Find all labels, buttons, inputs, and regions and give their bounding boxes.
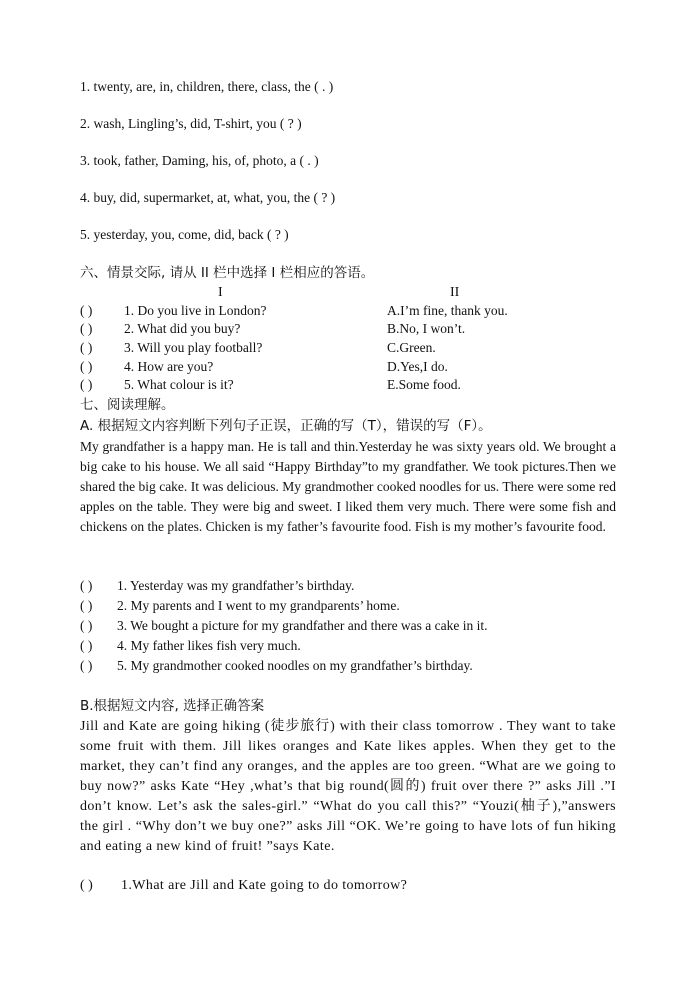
tf-statement-2: 2. My parents and I went to my grandparents’ home. (117, 598, 400, 613)
answer-blank[interactable]: ( ) (80, 638, 93, 653)
answer-blank[interactable]: ( ) (80, 321, 93, 336)
section6-column-1-header: I (218, 285, 223, 300)
partB-question-1: 1.What are Jill and Kate going to do tomorrow? (121, 878, 408, 893)
answer-blank[interactable]: ( ) (80, 340, 93, 355)
match-question-3: 3. Will you play football? (124, 340, 263, 355)
match-question-4: 4. How are you? (124, 359, 214, 374)
section7-partB-instruction: B.根据短文内容, 选择正确答案 (80, 698, 265, 714)
match-question-2: 2. What did you buy? (124, 321, 241, 336)
scramble-item-1: 1. twenty, are, in, children, there, class, the ( . ) (80, 79, 334, 94)
tf-statement-3: 3. We bought a picture for my grandfather and there was a cake in it. (117, 618, 488, 633)
answer-blank[interactable]: ( ) (80, 377, 93, 392)
answer-blank[interactable]: ( ) (80, 578, 93, 593)
match-question-1: 1. Do you live in London? (124, 303, 267, 318)
answer-blank[interactable]: ( ) (80, 598, 93, 613)
passage-a: My grandfather is a happy man. He is tall and thin.Yesterday he was sixty years old. We brought a big cake to his house. We all said “Happy Birthday”to my grandfather. We took pictures.Then we shared the big cake. It was delicious. My grandmother cooked noodles for us. There were some red apples on the table. They were big and sweet. I liked them very much. There were some fish and chickens on the plates. Chicken is my father’s favourite food. Fish is my mother’s favourite food. (80, 439, 616, 534)
match-answer-c: C.Green. (387, 340, 436, 355)
match-question-5: 5. What colour is it? (124, 377, 234, 392)
answer-blank[interactable]: ( ) (80, 878, 93, 893)
answer-blank[interactable]: ( ) (80, 359, 93, 374)
scramble-item-5: 5. yesterday, you, come, did, back ( ? ) (80, 227, 289, 242)
answer-blank[interactable]: ( ) (80, 303, 93, 318)
match-answer-e: E.Some food. (387, 377, 461, 392)
scramble-item-4: 4. buy, did, supermarket, at, what, you, the ( ? ) (80, 190, 336, 205)
tf-statement-4: 4. My father likes fish very much. (117, 638, 301, 653)
tf-statement-5: 5. My grandmother cooked noodles on my grandfather’s birthday. (117, 658, 473, 673)
match-answer-a: A.I’m fine, thank you. (387, 303, 508, 318)
scramble-item-2: 2. wash, Lingling’s, did, T-shirt, you ( ? ) (80, 116, 302, 131)
section7-partA-instruction: A. 根据短文内容判断下列句子正误，正确的写（T），错误的写（F）。 (80, 418, 492, 434)
passage-b: Jill and Kate are going hiking (徒步旅行) with their class tomorrow . They want to take some fruit with them. Jill likes oranges and Kate likes apples. When they get to the market, they can’t find any oranges, and the apples are too green. “What are we going to buy now?” asks Kate “Hey ,what’s that big round(圆的) fruit over there ?” asks Jill .”I don’t know. Let’s ask the sales-girl.” “What do you call this?” “Youzi(柚子),”answers the girl . “Why don’t we buy one?” asks Jill “OK. We’re going to have lots of fun hiking and eating a new kind of fruit! ”says Kate. (80, 719, 616, 854)
match-answer-d: D.Yes,I do. (387, 359, 448, 374)
section6-column-2-header: II (450, 285, 460, 300)
section7-title: 七、阅读理解。 (80, 397, 175, 413)
tf-statement-1: 1. Yesterday was my grandfather’s birthday. (117, 578, 355, 593)
answer-blank[interactable]: ( ) (80, 658, 93, 673)
answer-blank[interactable]: ( ) (80, 618, 93, 633)
section6-title: 六、情景交际, 请从 II 栏中选择 I 栏相应的答语。 (80, 265, 375, 281)
match-answer-b: B.No, I won’t. (387, 321, 466, 336)
scramble-item-3: 3. took, father, Daming, his, of, photo, a ( . ) (80, 153, 319, 168)
